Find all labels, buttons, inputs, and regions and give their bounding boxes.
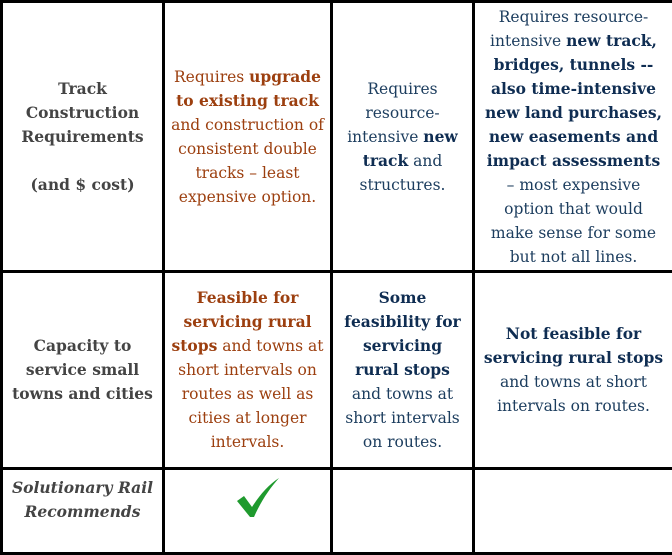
track-row xyxy=(2,2,672,272)
track-option-1-pre: Requires xyxy=(174,68,249,86)
recommend-row xyxy=(2,469,672,554)
capacity-option-2-bold: Some feasibility for servicing rural stops xyxy=(344,288,460,379)
track-option-2-post: and structures. xyxy=(360,152,446,194)
track-option-3-post: – most expensive option that would make sense for some but not all lines. xyxy=(491,176,656,266)
recommend-option-3 xyxy=(474,469,672,554)
track-option-1-bold: upgrade to existing track xyxy=(176,67,321,110)
recommend-option-2 xyxy=(332,469,474,554)
capacity-option-1-bold: Feasible for servicing rural stops xyxy=(172,288,312,355)
track-option-3-bold: new track, bridges, tunnels -- also time-intensive new land purchases, new easements and impact assessments xyxy=(485,31,662,170)
recommend-option-1 xyxy=(164,469,332,554)
recommend-row-label: Solutionary Rail Recommends xyxy=(12,478,153,521)
checkmark-icon xyxy=(235,476,281,520)
capacity-option-1-post: and towns at short intervals on routes as well as cities at longer intervals. xyxy=(178,337,323,451)
capacity-row-header xyxy=(2,272,164,469)
capacity-option-3-bold: Not feasible for servicing rural stops xyxy=(484,324,663,367)
capacity-option-3-post: and towns at short intervals on routes. xyxy=(497,373,650,415)
track-option-3 xyxy=(474,2,672,272)
track-option-3-pre: Requires resource-intensive xyxy=(490,8,648,50)
capacity-row xyxy=(2,272,672,469)
capacity-row-label: Capacity to service small towns and cities xyxy=(12,336,153,403)
track-row-sublabel: (and $ cost) xyxy=(9,173,156,197)
track-option-1-post: and construction of consistent double tracks – least expensive option. xyxy=(171,116,324,206)
track-row-label: Track Construction Requirements xyxy=(21,79,143,146)
track-option-2-bold: new track xyxy=(363,127,458,170)
track-option-2 xyxy=(332,2,474,272)
capacity-option-1 xyxy=(164,272,332,469)
recommend-row-header xyxy=(2,469,164,554)
track-option-2-pre: Requires resource-intensive xyxy=(347,80,439,146)
capacity-option-2 xyxy=(332,272,474,469)
capacity-option-3 xyxy=(474,272,672,469)
track-row-header xyxy=(2,2,164,272)
capacity-option-2-post: and towns at short intervals on routes. xyxy=(345,385,460,451)
track-option-1 xyxy=(164,2,332,272)
